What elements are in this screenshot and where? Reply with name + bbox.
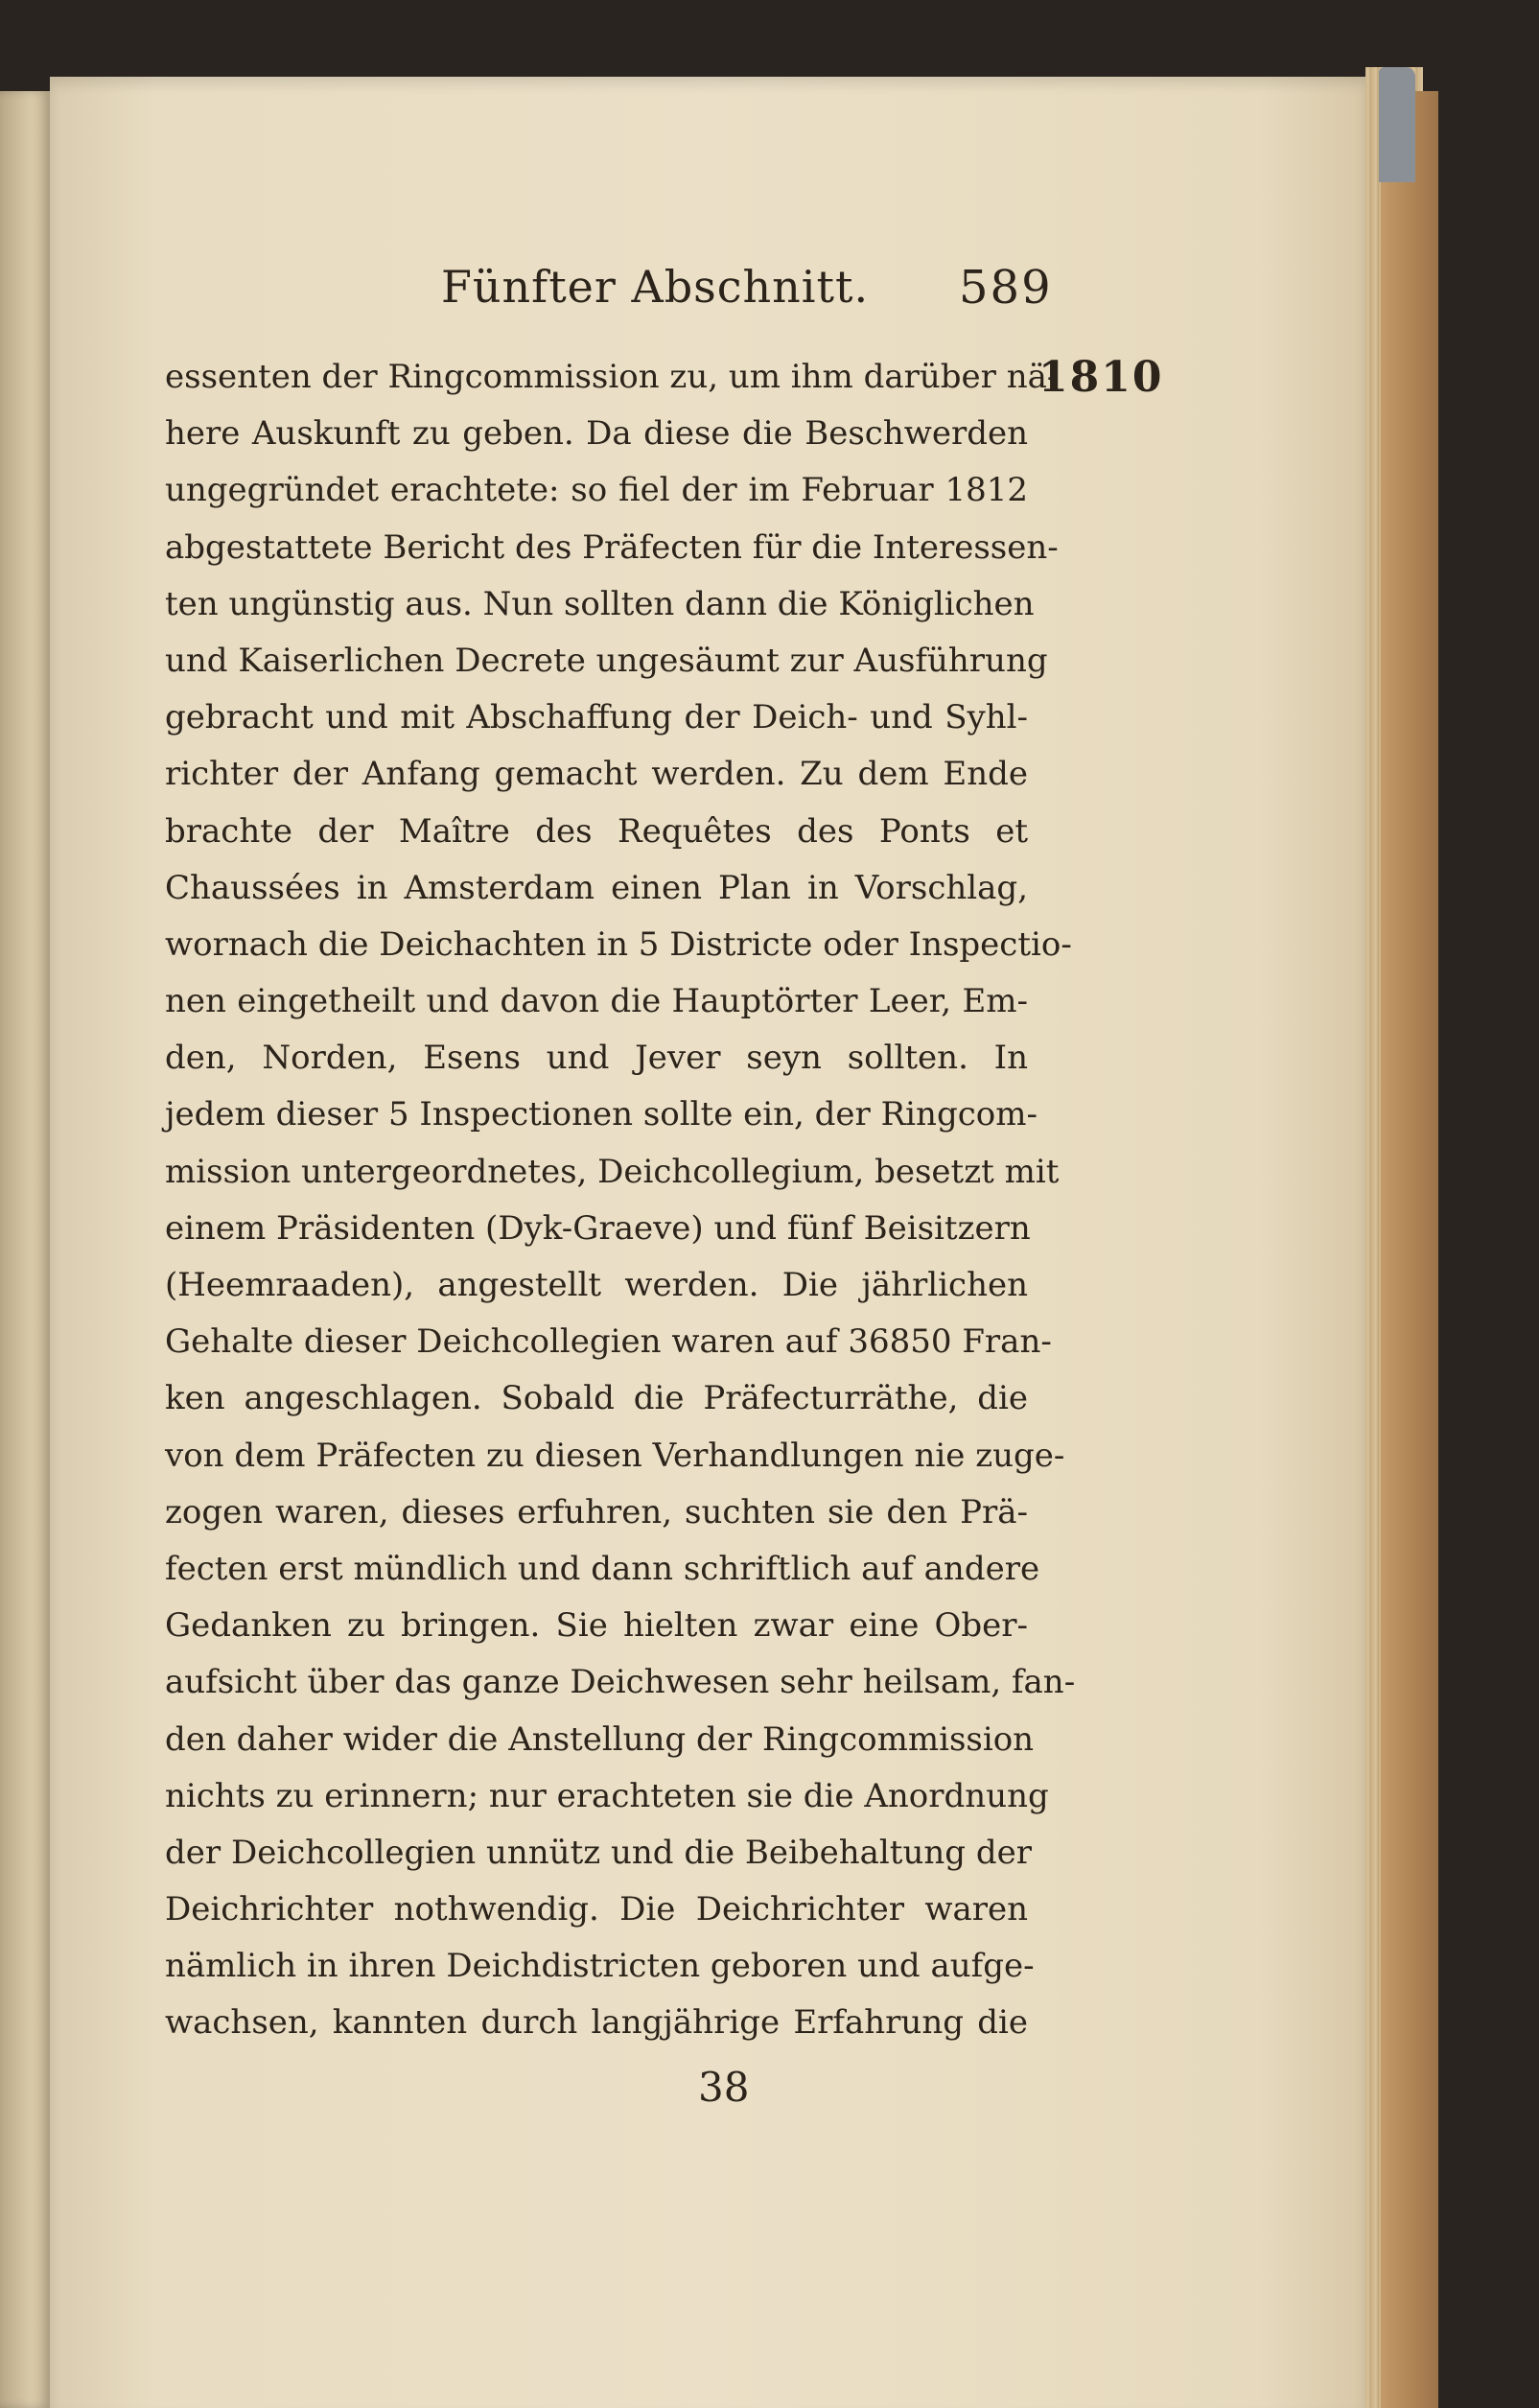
text-line: ken angeschlagen. Sobald die Präfecturräthe, die [165,1379,1028,1418]
text-line: brachte der Maître des Requêtes des Ponts et [165,811,1028,851]
book-cover-edge [1381,91,1438,2408]
text-line: here Auskunft zu geben. Da diese die Beschwerden [165,414,1028,454]
margin-year: 1810 [1038,353,1164,402]
text-line: nichts zu erinnern; nur erachteten sie die Anordnung [165,1776,1049,1815]
text-line: den daher wider die Anstellung der Ringcommission [165,1719,1035,1759]
text-line: ungegründet erachtete: so fiel der im Februar 1812 [165,471,1028,510]
text-line: (Heemraaden), angestellt werden. Die jährlichen [165,1266,1028,1304]
signature-mark: 38 [698,2064,750,2111]
facing-page-edge [0,91,50,2408]
text-line: Gehalte dieser Deichcollegien waren auf 36850 Fran- [165,1322,1052,1362]
text-line: von dem Präfecten zu diesen Verhandlungen nie zuge- [165,1436,1065,1475]
text-line: Deichrichter nothwendig. Die Deichrichter waren [165,1890,1028,1929]
text-line: richter der Anfang gemacht werden. Zu dem Ende [165,755,1028,794]
text-line: einem Präsidenten (Dyk-Graeve) und fünf Beisitzern [165,1208,1031,1248]
text-line: wornach die Deichachten in 5 Districte oder Inspectio- [165,924,1072,964]
text-line: essenten der Ringcommission zu, um ihm darüber nä- [165,358,1059,396]
text-line: und Kaiserlichen Decrete ungesäumt zur Ausführung [165,641,1048,680]
text-line: wachsen, kannten durch langjährige Erfahrung die [165,2003,1028,2043]
text-line: jedem dieser 5 Inspectionen sollte ein, der Ringcom- [165,1095,1038,1134]
text-line: den, Norden, Esens und Jever seyn sollten. In [165,1039,1028,1078]
running-head: Fünfter Abschnitt. [441,261,870,313]
cover-corner [1379,67,1415,182]
page-number: 589 [959,261,1053,315]
text-line: fecten erst mündlich und dann schriftlich auf andere [165,1549,1040,1588]
text-line: gebracht und mit Abschaffung der Deich- und Syhl- [165,698,1028,737]
text-line: nämlich in ihren Deichdistricten geboren und aufge- [165,1947,1035,1986]
text-line: mission untergeordnetes, Deichcollegium, besetzt mit [165,1152,1060,1191]
body-text [165,349,1076,2052]
text-line: abgestattete Bericht des Präfecten für die Interessen- [165,527,1059,567]
text-line: aufsicht über das ganze Deichwesen sehr heilsam, fan- [165,1663,1076,1702]
text-line: ten ungünstig aus. Nun sollten dann die Königlichen [165,584,1035,623]
text-line: zogen waren, dieses erfuhren, suchten sie den Prä- [165,1492,1028,1531]
text-line: Chaussées in Amsterdam einen Plan in Vorschlag, [165,868,1028,907]
text-line: der Deichcollegien unnütz und die Beibehaltung der [165,1833,1032,1872]
text-line: nen eingetheilt und davon die Hauptörter Leer, Em- [165,982,1028,1021]
text-line: Gedanken zu bringen. Sie hielten zwar eine Ober- [165,1606,1028,1646]
